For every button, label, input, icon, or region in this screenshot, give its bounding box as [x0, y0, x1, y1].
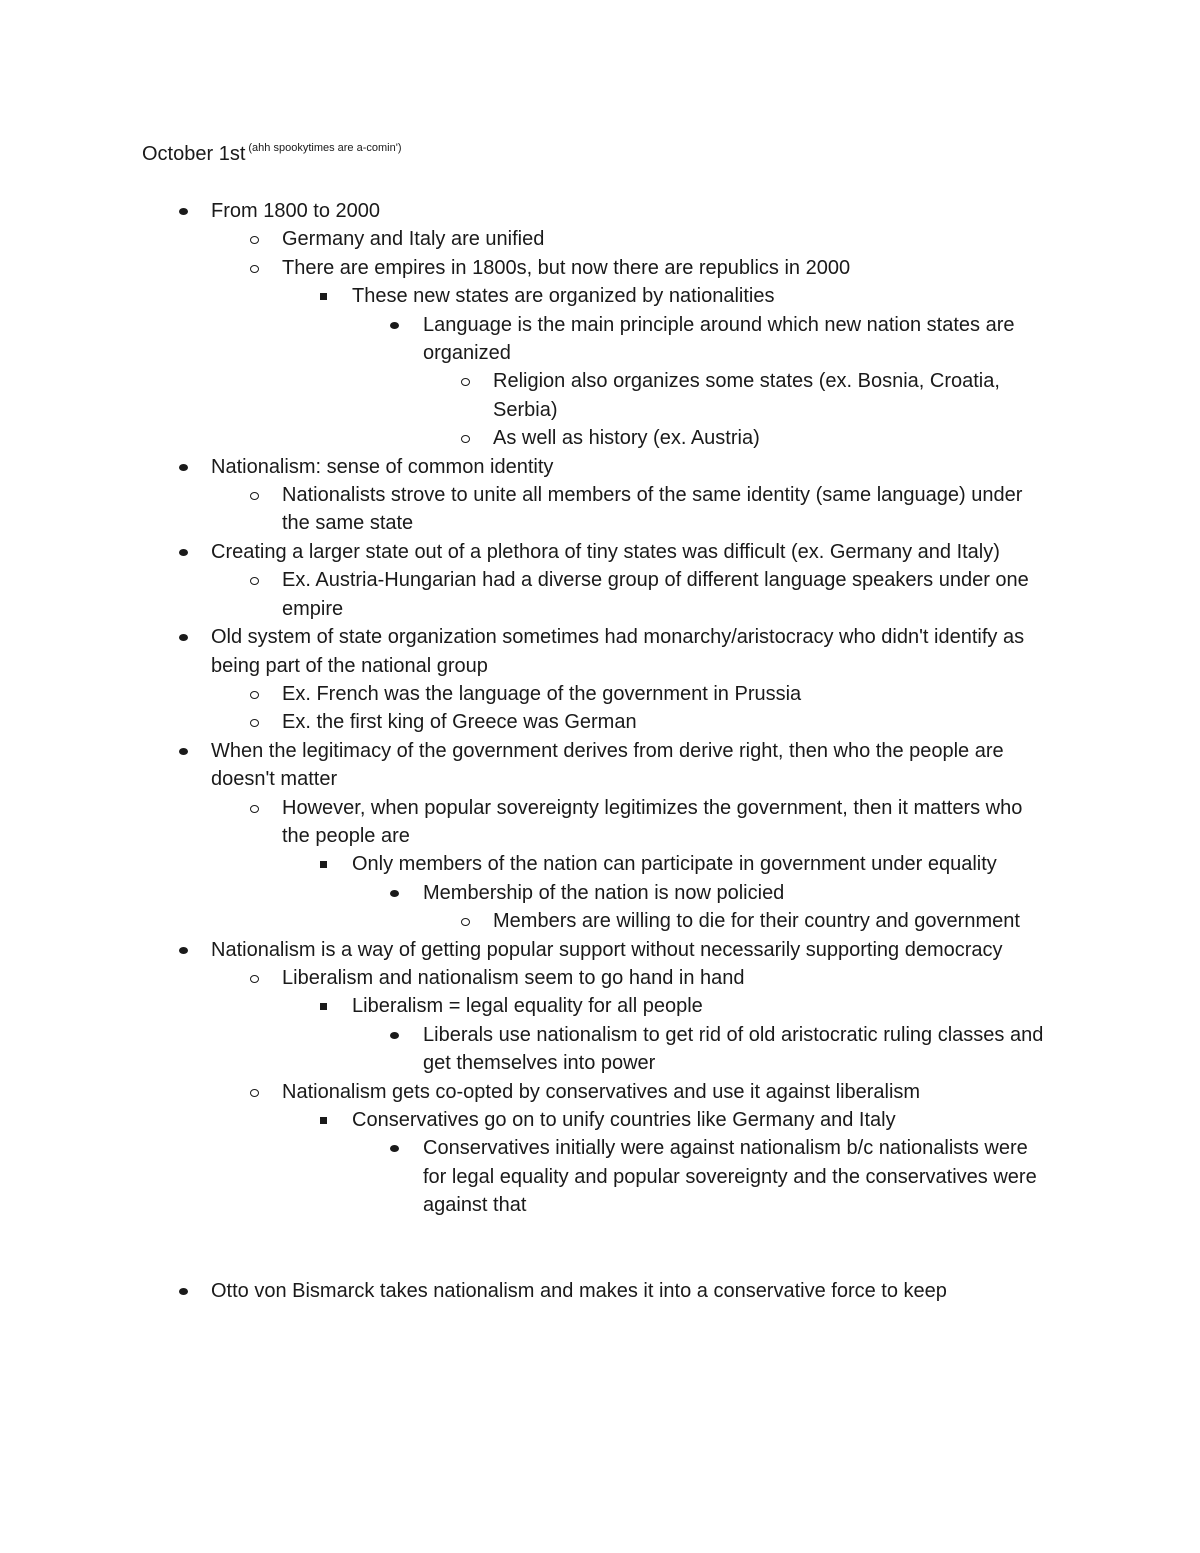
list-item: [0, 481, 1200, 538]
blank-line: [0, 1220, 1200, 1277]
list-item: [0, 737, 1200, 794]
list-item: [0, 794, 1200, 851]
bullet-circle-icon: [248, 254, 268, 282]
bullet-circle-icon: [248, 481, 268, 509]
list-item-text: Liberals use nationalism to get rid of old aristocratic ruling classes and get themselves into power: [423, 1023, 1044, 1075]
bullet-disc-icon: [388, 1021, 408, 1049]
list-item: [0, 936, 1200, 964]
list-item: [0, 850, 1200, 878]
bullet-circle-icon: [459, 907, 479, 935]
title-main: October 1st: [142, 143, 246, 165]
list-item: [0, 992, 1200, 1020]
list-item: [0, 197, 1200, 225]
list-item-text: Ex. the first king of Greece was German: [282, 711, 637, 734]
bullet-disc-icon: [177, 737, 197, 765]
bullet-disc-icon: [388, 1134, 408, 1162]
list-item-text: However, when popular sovereignty legitimizes the government, then it matters who the people are: [282, 796, 1023, 847]
list-item-text: Ex. French was the language of the government in Prussia: [282, 682, 802, 705]
title-superscript: (ahh spookytimes are a-comin'): [248, 142, 402, 154]
bullet-disc-icon: [177, 1277, 197, 1305]
list-item-text: Members are willing to die for their country and government: [493, 910, 1020, 933]
list-item-text: Nationalism gets co-opted by conservatives and use it against liberalism: [282, 1080, 921, 1103]
list-item: [0, 538, 1200, 566]
list-item-text: Language is the main principle around which new nation states are organized: [423, 313, 1015, 365]
page-title: [142, 140, 402, 171]
bullet-circle-icon: [248, 566, 268, 594]
list-item: [0, 453, 1200, 481]
list-item-text: Conservatives initially were against nationalism b/c nationalists were for legal equality and popular sovereignty and the conservatives were against that: [423, 1137, 1037, 1217]
list-item-text: As well as history (ex. Austria): [493, 427, 760, 450]
list-item: [0, 311, 1200, 368]
list-item-text: Only members of the nation can participate in government under equality: [352, 853, 997, 876]
list-item-text: Membership of the nation is now policied: [423, 881, 785, 904]
list-item-text: Religion also organizes some states (ex. Bosnia, Croatia, Serbia): [493, 370, 1000, 421]
list-item-text: Nationalism is a way of getting popular support without necessarily supporting democracy: [211, 938, 1003, 961]
list-item: [0, 225, 1200, 253]
list-item: [0, 708, 1200, 736]
list-item: [0, 964, 1200, 992]
list-item-text: Nationalists strove to unite all members of the same identity (same language) under the same state: [282, 484, 1023, 535]
bullet-disc-icon: [177, 197, 197, 225]
list-item: [0, 1021, 1200, 1078]
list-item-text: From 1800 to 2000: [211, 200, 380, 222]
list-item-text: Creating a larger state out of a plethora of tiny states was difficult (ex. Germany and Italy): [211, 540, 1000, 563]
list-item-text: Liberalism = legal equality for all people: [352, 995, 703, 1018]
list-item-text: These new states are organized by nationalities: [352, 285, 775, 308]
list-item: [0, 1106, 1200, 1134]
bullet-disc-icon: [177, 623, 197, 651]
list-item-text: Nationalism: sense of common identity: [211, 455, 554, 478]
bullet-circle-icon: [248, 225, 268, 253]
list-item: [0, 1134, 1200, 1219]
bullet-square-icon: [317, 850, 337, 878]
bullet-circle-icon: [248, 794, 268, 822]
bullet-disc-icon: [177, 538, 197, 566]
list-item: [0, 254, 1200, 282]
bullet-circle-icon: [459, 424, 479, 452]
bullet-square-icon: [317, 282, 337, 310]
list-item-text: Otto von Bismarck takes nationalism and makes it into a conservative force to keep: [211, 1279, 947, 1302]
bullet-circle-icon: [248, 708, 268, 736]
list-item: [0, 1078, 1200, 1106]
bullet-circle-icon: [248, 1078, 268, 1106]
bullet-circle-icon: [248, 680, 268, 708]
list-item: [0, 907, 1200, 935]
bullet-disc-icon: [388, 311, 408, 339]
list-item: [0, 879, 1200, 907]
list-item-text: Ex. Austria-Hungarian had a diverse group of different language speakers under one empire: [282, 569, 1029, 620]
bullet-disc-icon: [177, 936, 197, 964]
list-item: [0, 367, 1200, 424]
bullet-disc-icon: [388, 879, 408, 907]
list-item-text: When the legitimacy of the government derives from derive right, then who the people are doesn't matter: [211, 739, 1004, 791]
list-item-text: Conservatives go on to unify countries like Germany and Italy: [352, 1109, 896, 1131]
list-item: [0, 680, 1200, 708]
bullet-circle-icon: [248, 964, 268, 992]
bullet-circle-icon: [459, 367, 479, 395]
bullet-square-icon: [317, 1106, 337, 1134]
list-item-text: Liberalism and nationalism seem to go hand in hand: [282, 966, 745, 989]
list-item-text: Germany and Italy are unified: [282, 228, 545, 251]
bullet-square-icon: [317, 992, 337, 1020]
list-item: [0, 623, 1200, 680]
list-item: [0, 282, 1200, 310]
list-item-text: Old system of state organization sometimes had monarchy/aristocracy who didn't identify as being part of the national group: [211, 626, 1025, 677]
bullet-disc-icon: [177, 453, 197, 481]
notes-list: [0, 197, 1200, 1305]
list-item: [0, 1277, 1200, 1305]
list-item: [0, 424, 1200, 452]
list-item: [0, 566, 1200, 623]
list-item-text: There are empires in 1800s, but now there are republics in 2000: [282, 256, 851, 279]
